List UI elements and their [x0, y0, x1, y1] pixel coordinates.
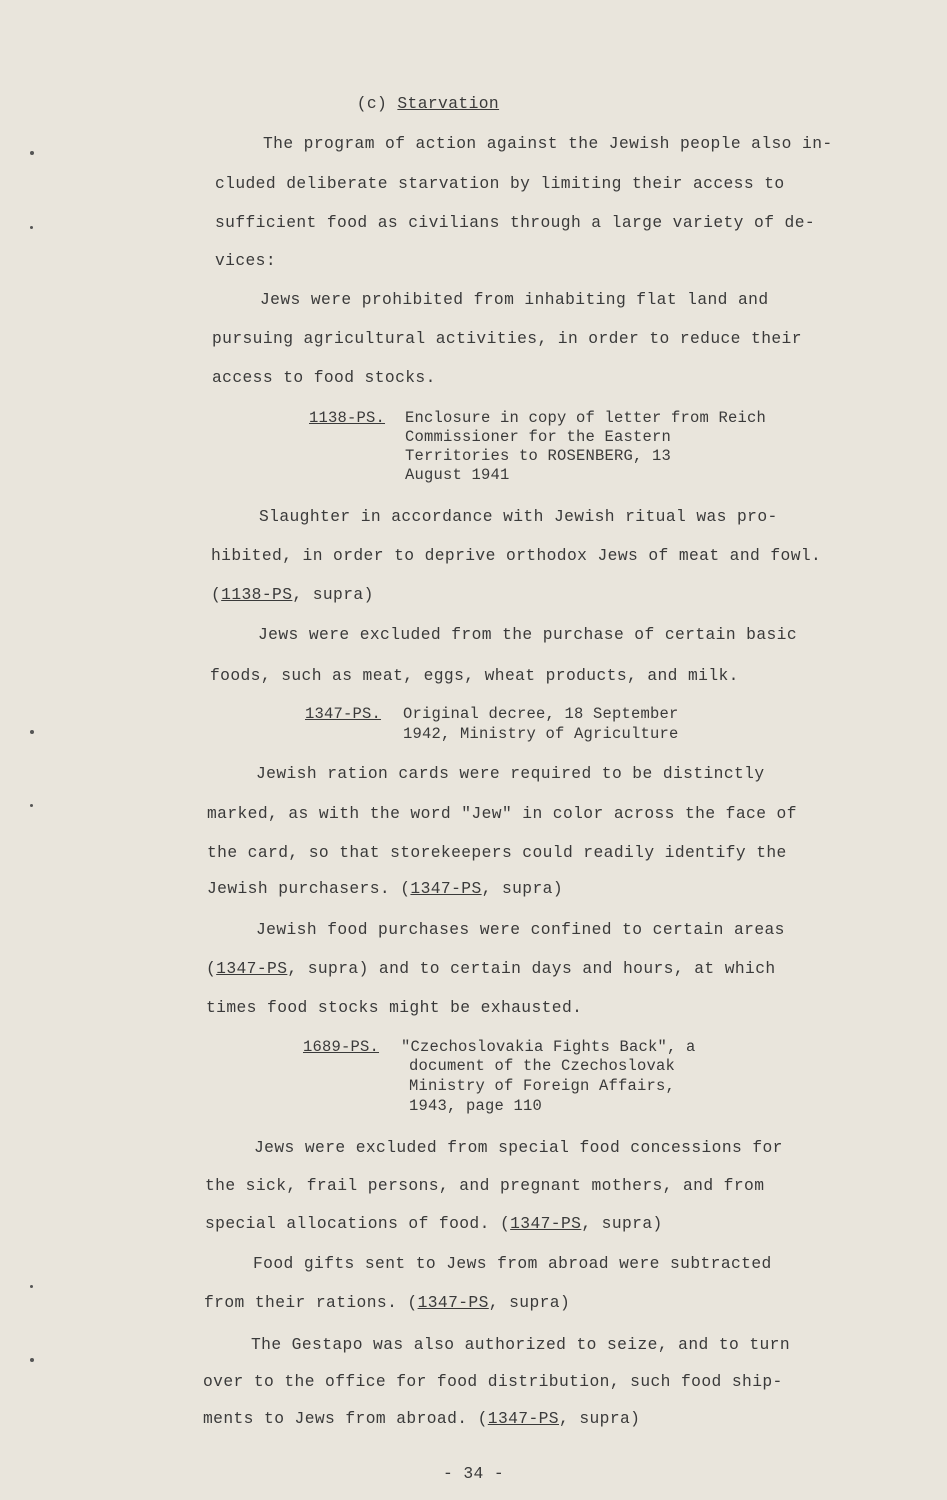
para8-line1: Food gifts sent to Jews from abroad were subtracted — [253, 1254, 772, 1273]
para1-line2: cluded deliberate starvation by limiting their access to — [215, 174, 785, 193]
para2-line3: access to food stocks. — [212, 368, 436, 387]
text: special allocations of food. ( — [205, 1214, 511, 1233]
para7-line2: the sick, frail persons, and pregnant mothers, and from — [205, 1176, 765, 1195]
cite-ref: 1347-PS — [487, 1409, 559, 1428]
para7-line3 — [205, 1214, 663, 1234]
cite-ref: 1347-PS — [417, 1293, 489, 1312]
para5-line2: marked, as with the word "Jew" in color across the face of — [207, 804, 797, 823]
para7-line1: Jews were excluded from special food concessions for — [254, 1138, 783, 1157]
doc1-line1: Enclosure in copy of letter from Reich — [405, 409, 767, 427]
para4-line2: foods, such as meat, eggs, wheat products, and milk. — [210, 666, 739, 685]
para9-line1: The Gestapo was also authorized to seize, and to turn — [251, 1335, 791, 1354]
para1-line1: The program of action against the Jewish people also in- — [263, 134, 833, 153]
doc3-line4: 1943, page 110 — [409, 1097, 543, 1115]
margin-mark — [30, 804, 33, 807]
para5-line3: the card, so that storekeepers could readily identify the — [207, 843, 787, 862]
para9-line2: over to the office for food distribution, such food ship- — [203, 1372, 783, 1391]
text: , supra) — [581, 1214, 663, 1233]
doc1-line4: August 1941 — [405, 466, 510, 484]
para5-line1: Jewish ration cards were required to be distinctly — [256, 764, 765, 783]
cite-ref: 1138-PS — [221, 585, 293, 604]
doc3-line1: "Czechoslovakia Fights Back", a — [401, 1038, 696, 1056]
para6-line3: times food stocks might be exhausted. — [206, 998, 583, 1017]
doc1-line2: Commissioner for the Eastern — [405, 428, 672, 446]
para5-line4 — [207, 879, 563, 899]
cite-ref: 1347-PS — [410, 879, 482, 898]
para8-line2 — [204, 1293, 570, 1313]
text: ments to Jews from abroad. ( — [203, 1409, 488, 1428]
cite-rest: , supra) — [292, 585, 374, 604]
doc3-reference: 1689-PS. — [303, 1038, 380, 1056]
doc2-reference: 1347-PS. — [305, 705, 382, 723]
para3-line1: Slaughter in accordance with Jewish ritual was pro- — [259, 507, 778, 526]
margin-mark — [30, 151, 34, 155]
text: ( — [206, 959, 217, 978]
para6-line2 — [206, 959, 776, 979]
text: , supra) — [558, 1409, 641, 1428]
para6-line1: Jewish food purchases were confined to certain areas — [256, 920, 785, 939]
para2-line1: Jews were prohibited from inhabiting flat land and — [260, 290, 769, 309]
para9-line3 — [203, 1409, 640, 1429]
page-number: - 34 - — [443, 1464, 505, 1483]
doc1-reference: 1138-PS. — [309, 409, 386, 427]
text: , supra) — [481, 879, 563, 898]
doc2-line1: Original decree, 18 September — [403, 705, 679, 723]
text: , supra) and to certain days and hours, at which — [287, 959, 776, 978]
cite-ref: 1347-PS — [510, 1214, 582, 1233]
para1-line3: sufficient food as civilians through a large variety of de- — [215, 213, 816, 232]
text: , supra) — [488, 1293, 571, 1312]
heading-title: Starvation — [397, 94, 500, 113]
doc3-line2: document of the Czechoslovak — [409, 1057, 676, 1075]
para3-citation — [211, 585, 374, 605]
doc3-line3: Ministry of Foreign Affairs, — [409, 1077, 676, 1095]
doc2-line2: 1942, Ministry of Agriculture — [403, 725, 679, 743]
para4-line1: Jews were excluded from the purchase of certain basic — [258, 625, 798, 644]
text: Jewish purchasers. ( — [207, 879, 411, 898]
margin-mark — [30, 1285, 33, 1288]
text: from their rations. ( — [204, 1293, 418, 1312]
para3-line2: hibited, in order to deprive orthodox Jews of meat and fowl. — [211, 546, 822, 565]
cite-open: ( — [211, 585, 222, 604]
section-heading — [316, 74, 499, 134]
para1-line4: vices: — [215, 251, 277, 270]
heading-prefix: (c) — [356, 94, 398, 113]
margin-mark — [30, 1358, 34, 1362]
margin-mark — [30, 730, 34, 734]
margin-mark — [30, 226, 33, 229]
doc1-line3: Territories to ROSENBERG, 13 — [405, 447, 672, 465]
para2-line2: pursuing agricultural activities, in order to reduce their — [212, 329, 802, 348]
cite-ref: 1347-PS — [216, 959, 288, 978]
